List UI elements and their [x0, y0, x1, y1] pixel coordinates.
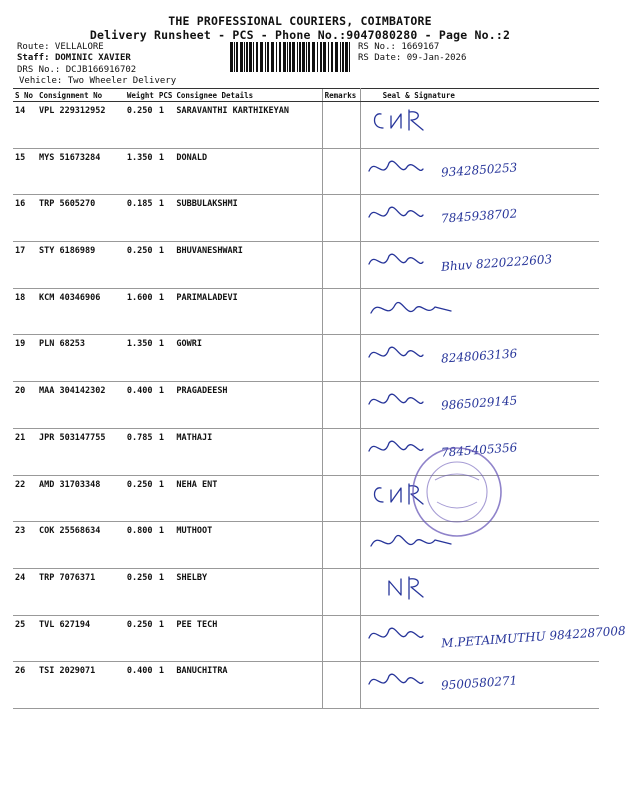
- row-pcs: 1: [157, 475, 175, 522]
- row-consignment-no: MAA 304142302: [37, 382, 125, 429]
- signature-note: 8248063136: [440, 346, 518, 367]
- rs-number: RS No.: 1669167: [358, 42, 440, 52]
- col-consignment: Consignment No: [37, 89, 125, 102]
- vehicle-text: Vehicle: Two Wheeler Delivery: [19, 76, 177, 86]
- row-pcs: 1: [157, 242, 175, 289]
- row-consignment-no: TSI 2029071: [37, 662, 125, 709]
- row-remarks: [322, 102, 360, 149]
- table-row: [13, 242, 599, 289]
- row-remarks: [322, 335, 360, 382]
- table-row: [13, 288, 599, 335]
- row-weight: 0.185: [125, 195, 157, 242]
- signature-note: M.PETAIMUTHU 9842287008: [440, 623, 626, 650]
- row-consignee: PRAGADEESH: [174, 382, 322, 429]
- row-consignee: GOWRI: [174, 335, 322, 382]
- staff-line: [17, 53, 131, 63]
- row-consignment-no: MYS 51673284: [37, 148, 125, 195]
- row-sno: 16: [13, 195, 37, 242]
- row-pcs: 1: [157, 522, 175, 569]
- signature-note: 9500580271: [440, 673, 518, 693]
- row-consignee: DONALD: [174, 148, 322, 195]
- row-consignee: NEHA ENT: [174, 475, 322, 522]
- row-remarks: [322, 148, 360, 195]
- table-row: [13, 568, 599, 615]
- row-consignment-no: TRP 7076371: [37, 568, 125, 615]
- handwritten-signature: [361, 291, 571, 329]
- row-consignment-no: TRP 5605270: [37, 195, 125, 242]
- row-remarks: [322, 288, 360, 335]
- row-pcs: 1: [157, 615, 175, 662]
- row-weight: 0.250: [125, 102, 157, 149]
- row-remarks: [322, 242, 360, 289]
- row-weight: 0.250: [125, 475, 157, 522]
- table-row: [13, 195, 599, 242]
- row-consignee: SUBBULAKSHMI: [174, 195, 322, 242]
- row-seal-signature: [360, 242, 599, 289]
- staff-label: Staff:: [17, 53, 50, 63]
- row-weight: 0.250: [125, 615, 157, 662]
- row-sno: 21: [13, 428, 37, 475]
- row-sno: 20: [13, 382, 37, 429]
- row-sno: 19: [13, 335, 37, 382]
- row-weight: 0.800: [125, 522, 157, 569]
- row-seal-signature: [360, 568, 599, 615]
- row-weight: 0.400: [125, 382, 157, 429]
- row-pcs: 1: [157, 335, 175, 382]
- row-seal-signature: [360, 335, 599, 382]
- row-pcs: 1: [157, 288, 175, 335]
- row-weight: 1.350: [125, 335, 157, 382]
- row-consignment-no: AMD 31703348: [37, 475, 125, 522]
- row-remarks: [322, 615, 360, 662]
- staff-name: DOMINIC XAVIER: [54, 53, 131, 63]
- row-seal-signature: [360, 288, 599, 335]
- table-row: [13, 615, 599, 662]
- row-pcs: 1: [157, 428, 175, 475]
- row-consignment-no: JPR 503147755: [37, 428, 125, 475]
- row-seal-signature: [360, 615, 626, 662]
- row-consignee: SARAVANTHI KARTHIKEYAN: [174, 102, 322, 149]
- col-remarks: Remarks: [322, 89, 360, 102]
- row-remarks: [322, 195, 360, 242]
- row-consignee: SHELBY: [174, 568, 322, 615]
- route-text: Route: VELLALORE: [17, 42, 104, 52]
- row-consignment-no: TVL 627194: [37, 615, 125, 662]
- col-weight: Weight: [125, 89, 157, 102]
- row-consignee: MATHAJI: [174, 428, 322, 475]
- table-row: [13, 335, 599, 382]
- rs-date: RS Date: 09-Jan-2026: [358, 53, 467, 63]
- row-sno: 22: [13, 475, 37, 522]
- signature-note: 9865029145: [440, 393, 518, 413]
- signature-note: 7845938702: [440, 206, 518, 227]
- table-row: [13, 662, 599, 709]
- row-sno: 17: [13, 242, 37, 289]
- row-sno: 23: [13, 522, 37, 569]
- signature-note: Bhuv 8220222603: [440, 252, 553, 274]
- row-seal-signature: [360, 102, 599, 149]
- handwritten-signature: [361, 104, 571, 142]
- row-pcs: 1: [157, 662, 175, 709]
- row-seal-signature: [360, 195, 599, 242]
- barcode: [230, 42, 354, 72]
- table-row: [13, 382, 599, 429]
- table-row: [13, 148, 599, 195]
- row-remarks: [322, 382, 360, 429]
- row-consignee: BHUVANESHWARI: [174, 242, 322, 289]
- handwritten-signature: [361, 571, 571, 609]
- row-remarks: [322, 522, 360, 569]
- row-consignee: PEE TECH: [174, 615, 322, 662]
- row-remarks: [322, 475, 360, 522]
- seal-stamp: [405, 440, 518, 540]
- row-weight: 0.785: [125, 428, 157, 475]
- row-sno: 25: [13, 615, 37, 662]
- row-pcs: 1: [157, 568, 175, 615]
- row-remarks: [322, 662, 360, 709]
- row-consignment-no: STY 6186989: [37, 242, 125, 289]
- row-weight: 0.400: [125, 662, 157, 709]
- runsheet-table: [13, 88, 626, 709]
- col-pcs: PCS: [158, 90, 173, 100]
- row-consignee: MUTHOOT: [174, 522, 322, 569]
- row-pcs: 1: [157, 102, 175, 149]
- table-row: [13, 102, 599, 149]
- row-sno: 15: [13, 148, 37, 195]
- row-consignment-no: VPL 229312952: [37, 102, 125, 149]
- signature-note: 7845405356: [440, 440, 518, 460]
- row-weight: 1.600: [125, 288, 157, 335]
- row-seal-signature: [360, 148, 599, 195]
- row-pcs: 1: [157, 382, 175, 429]
- row-seal-signature: [360, 662, 599, 709]
- row-sno: 14: [13, 102, 37, 149]
- row-consignment-no: COK 25568634: [37, 522, 125, 569]
- row-pcs: 1: [157, 148, 175, 195]
- row-sno: 18: [13, 288, 37, 335]
- col-seal-signature: Seal & Signature: [360, 89, 599, 102]
- col-sno: S No: [13, 89, 37, 102]
- row-consignment-no: KCM 40346906: [37, 288, 125, 335]
- runsheet-subtitle: Delivery Runsheet - PCS - Phone No.:9047080280 - Page No.:2: [89, 28, 511, 42]
- row-consignee: BANUCHITRA: [174, 662, 322, 709]
- row-seal-signature: [360, 382, 599, 429]
- row-remarks: [322, 428, 360, 475]
- drs-number: DRS No.: DCJB166916702: [17, 65, 137, 75]
- row-sno: 26: [13, 662, 37, 709]
- row-consignment-no: PLN 68253: [37, 335, 125, 382]
- signature-note: 9342850253: [440, 160, 518, 180]
- row-sno: 24: [13, 568, 37, 615]
- company-title: THE PROFESSIONAL COURIERS, COIMBATORE: [168, 14, 432, 28]
- table-header: [13, 89, 599, 102]
- row-weight: 0.250: [125, 568, 157, 615]
- row-consignee: PARIMALADEVI: [174, 288, 322, 335]
- row-remarks: [322, 568, 360, 615]
- row-weight: 1.350: [125, 148, 157, 195]
- row-weight: 0.250: [125, 242, 157, 289]
- row-pcs: 1: [157, 195, 175, 242]
- col-consignee: Consignee Details: [174, 89, 322, 102]
